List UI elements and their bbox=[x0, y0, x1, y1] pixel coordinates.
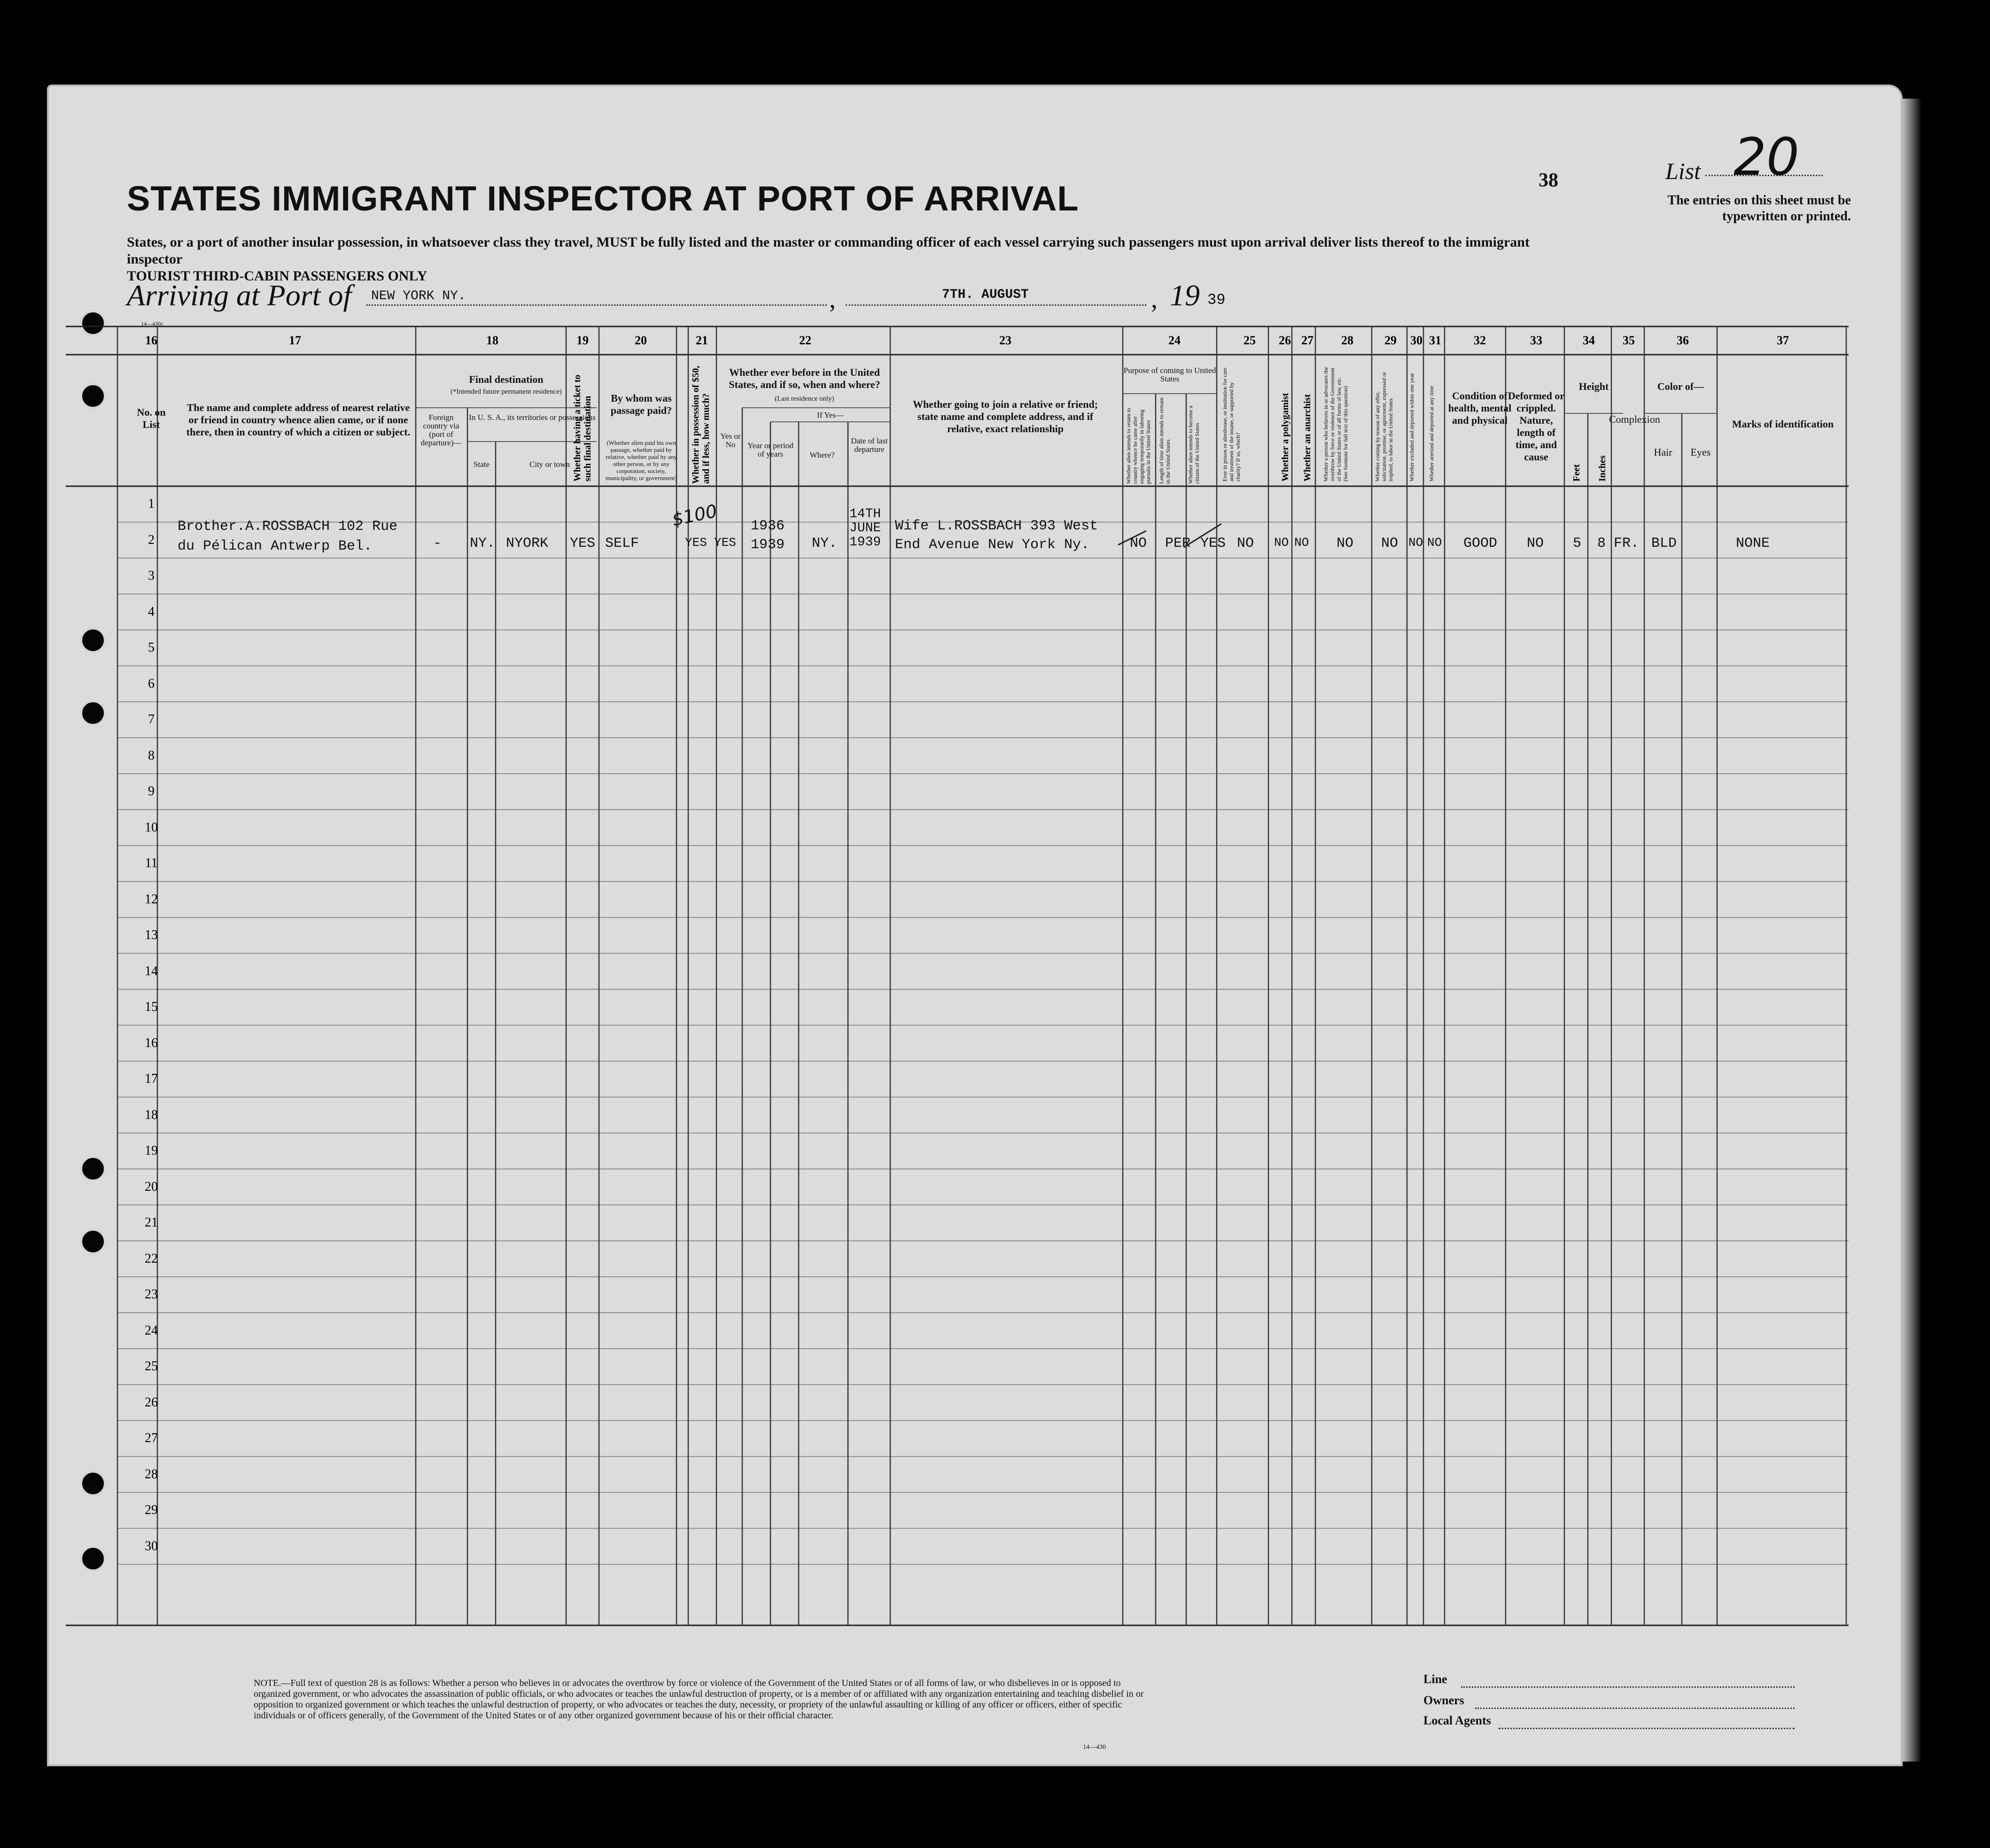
header-offer-of-labor: Whether coming by reason of any offer, solicitation, promise, or agreement, expressed or implied, to labor in the United States bbox=[1374, 372, 1394, 481]
deported-value: NO bbox=[1427, 536, 1442, 550]
excluded-value: NO bbox=[1408, 536, 1423, 550]
row-number: 27 bbox=[145, 1431, 158, 1445]
row-number: 4 bbox=[148, 604, 155, 619]
row-number: 20 bbox=[145, 1179, 158, 1194]
header-if-yes: If Yes— bbox=[817, 411, 844, 419]
header-inches: Inches bbox=[1597, 455, 1608, 481]
column-number: 36 bbox=[1677, 334, 1689, 347]
header-foreign-country: Foreign country via (port of departure)— bbox=[420, 413, 462, 447]
row-number: 2 bbox=[148, 532, 155, 547]
row-number: 21 bbox=[145, 1215, 158, 1230]
page-title: STATES IMMIGRANT INSPECTOR AT PORT OF ARRIVAL bbox=[127, 179, 1079, 218]
years-line-1: 1936 bbox=[751, 518, 785, 534]
header-purpose: Purpose of coming to United States bbox=[1123, 366, 1216, 383]
line-label: Line bbox=[1423, 1672, 1447, 1686]
column-number: 25 bbox=[1244, 334, 1256, 347]
row-number: 13 bbox=[145, 928, 158, 942]
typewritten-instruction: The entries on this sheet must be typewritten or printed. bbox=[1667, 193, 1851, 224]
header-anarchist: Whether an anarchist bbox=[1302, 394, 1313, 481]
header-hair: Hair bbox=[1654, 446, 1672, 458]
comma: , bbox=[829, 285, 836, 314]
footer-form-code: 14—430 bbox=[1083, 1744, 1106, 1751]
list-number: 20 bbox=[1733, 127, 1799, 187]
departure-date-line-3: 1939 bbox=[849, 535, 881, 550]
money-note: $100 bbox=[670, 500, 719, 530]
row-number: 7 bbox=[148, 712, 155, 727]
anarchist-value: NO bbox=[1294, 536, 1309, 550]
column-number: 19 bbox=[576, 334, 589, 347]
column-number: 31 bbox=[1429, 334, 1441, 347]
header-become-citizen: Whether alien intends to become a citizen of the United States bbox=[1187, 405, 1200, 484]
hair-value: BLD bbox=[1651, 536, 1677, 551]
years-line-2: 1939 bbox=[751, 537, 785, 553]
column-number: 30 bbox=[1410, 334, 1423, 347]
year-suffix: 39 bbox=[1207, 291, 1226, 309]
city-value: NYORK bbox=[506, 536, 549, 551]
row-number: 28 bbox=[145, 1467, 158, 1482]
column-number: 23 bbox=[999, 334, 1011, 347]
row-number: 26 bbox=[145, 1395, 158, 1410]
relative-line-2: du Pélican Antwerp Bel. bbox=[178, 538, 373, 554]
column-number: 37 bbox=[1777, 334, 1789, 347]
header-length-of-stay: Length of time alien intends to remain in the United States bbox=[1158, 397, 1171, 484]
header-list-number: No. on List bbox=[137, 406, 166, 430]
row-number: 16 bbox=[145, 1035, 158, 1050]
row-number: 19 bbox=[145, 1143, 158, 1158]
header-polygamist: Whether a polygamist bbox=[1280, 393, 1290, 481]
header-relative: The name and complete address of nearest relative or friend in country whence alien came, or if none there, then in country of which a citizen or subject. bbox=[186, 402, 411, 438]
year-prefix: 19 bbox=[1170, 279, 1200, 312]
relative-line-1: Brother.A.ROSSBACH 102 Rue bbox=[178, 519, 398, 535]
header-yes-or-no: Yes or No bbox=[720, 432, 741, 449]
departure-date-line-1: 14TH bbox=[849, 507, 881, 521]
marks-value: NONE bbox=[1736, 536, 1770, 551]
return-temporarily-value: NO bbox=[1130, 536, 1147, 551]
row-number: 17 bbox=[145, 1072, 158, 1086]
deformed-value: NO bbox=[1527, 536, 1544, 551]
join-line-2: End Avenue New York Ny. bbox=[895, 537, 1090, 553]
line-underline bbox=[1461, 1686, 1795, 1688]
offer-of-labor-value: NO bbox=[1381, 536, 1399, 551]
before-in-us-value: YES bbox=[714, 536, 736, 550]
column-number: 34 bbox=[1583, 334, 1595, 347]
header-fifty-dollars: Whether in possession of $50, and if less, how much? bbox=[691, 365, 711, 484]
row-number: 23 bbox=[145, 1287, 158, 1302]
row-number: 25 bbox=[145, 1359, 158, 1374]
ticket-value: YES bbox=[570, 536, 596, 551]
header-before-in-us: Whether ever before in the United States, and if so, when and where? bbox=[729, 366, 880, 390]
column-number: 28 bbox=[1341, 334, 1353, 347]
header-where: Where? bbox=[809, 450, 835, 459]
column-number: 33 bbox=[1530, 334, 1542, 347]
header-ticket: Whether having a ticket to such final destination bbox=[572, 374, 593, 481]
owners-underline bbox=[1475, 1708, 1795, 1709]
page-number: 38 bbox=[1539, 170, 1558, 191]
state-value: NY. bbox=[470, 536, 496, 551]
row-number: 18 bbox=[145, 1107, 158, 1122]
row-number: 24 bbox=[145, 1323, 158, 1338]
row-number: 30 bbox=[145, 1538, 158, 1553]
arriving-label: Arriving at Port of bbox=[127, 279, 352, 312]
prison-value: NO bbox=[1237, 536, 1254, 551]
row-number: 6 bbox=[148, 676, 155, 691]
header-health: Condition of health, mental and physical bbox=[1448, 390, 1512, 426]
become-citizen-value: YES bbox=[1200, 536, 1226, 551]
complexion-value: FR. bbox=[1614, 536, 1640, 551]
row-number: 8 bbox=[148, 748, 155, 763]
column-number: 16 bbox=[145, 334, 157, 347]
length-of-stay-value: PER bbox=[1165, 536, 1191, 551]
column-number: 22 bbox=[799, 334, 811, 347]
row-number: 10 bbox=[145, 820, 158, 835]
row-number: 11 bbox=[145, 856, 158, 870]
row-number: 14 bbox=[145, 963, 158, 978]
intro-line: States, or a port of another insular possession, in whatsoever class they travel, MUST be fully listed and the master or commanding officer of each vessel carrying such passengers must upon arrival deliver lists thereof to the immigrant inspector bbox=[127, 234, 1530, 267]
column-number: 20 bbox=[635, 334, 647, 347]
row-number: 12 bbox=[145, 892, 158, 907]
list-label: List bbox=[1665, 158, 1701, 184]
row-number: 5 bbox=[148, 640, 155, 655]
header-return-temporarily: Whether alien intends to return to country whence he came after engaging temporarily in laboring pursuits in the United States bbox=[1125, 408, 1151, 484]
row-number: 9 bbox=[148, 784, 155, 799]
agents-label: Local Agents bbox=[1423, 1714, 1491, 1727]
header-state: State bbox=[474, 460, 490, 469]
header-feet: Feet bbox=[1571, 464, 1582, 481]
header-date-departure: Date of last departure bbox=[851, 436, 888, 454]
where-value: NY. bbox=[812, 536, 838, 551]
column-number: 18 bbox=[486, 334, 498, 347]
header-deformed: Deformed or crippled. Nature, length of time, and cause bbox=[1508, 390, 1565, 463]
header-passage-paid-note: (Whether alien paid his own passage, whether paid by relative, whether paid by any other person, or by any corporation, society, municipality, or government) bbox=[606, 439, 677, 481]
port-value: NEW YORK NY. bbox=[371, 289, 466, 303]
form-code: 14—430c bbox=[141, 320, 163, 327]
header-complexion: Complexion bbox=[1609, 413, 1660, 425]
paid-by-value: SELF bbox=[605, 536, 639, 551]
header-prison: Ever in prison or almshouse, or institution for care and treatment of the insane, or supported by charity? If so, which? bbox=[1221, 367, 1241, 481]
departure-date-line-2: JUNE bbox=[849, 521, 881, 536]
advocates-value: NO bbox=[1337, 536, 1354, 551]
possession-value: YES bbox=[685, 536, 707, 550]
header-final-destination-note: (*Intended future permanent residence) bbox=[451, 388, 562, 396]
row-number: 15 bbox=[145, 1000, 158, 1014]
header-color-of: Color of— bbox=[1657, 380, 1704, 392]
comma: , bbox=[1151, 285, 1158, 314]
column-number: 21 bbox=[696, 334, 708, 347]
header-advocates: Whether a person who believes in or advocates the overthrow by force or violence of the Government of the United States or of all forms of law, etc. (See footnote for full text of this question) bbox=[1322, 367, 1349, 481]
join-line-1: Wife L.ROSSBACH 393 West bbox=[895, 518, 1098, 534]
feet-value: 5 bbox=[1573, 536, 1582, 551]
footnote: NOTE.—Full text of question 28 is as follows: Whether a person who believes in or advocates the overthrow by force or violence of the Government of the United States or of all forms of law, or who disbelieves in or is opposed to organized government, or who advocates the assassination of public officials, or who advocates or teaches the unlawful destruction of property, or is a member of or affiliated with any organization entertaining and teaching disbelief in or opposition to organized government or which teaches the unlawful destruction of property, or who advocates or teaches the duty, necessity, or propriety of the unlawful assaulting or killing of any officer or officers, either of specific individuals or of officers generally, of the Government of the United States or of any other organized government because of his or their official character. bbox=[254, 1678, 1144, 1721]
header-height: Height bbox=[1578, 380, 1609, 392]
column-number: 27 bbox=[1301, 334, 1314, 347]
header-marks: Marks of identification bbox=[1732, 418, 1834, 430]
row-number: 22 bbox=[145, 1251, 158, 1266]
column-number: 24 bbox=[1168, 334, 1181, 347]
date-value: 7TH. AUGUST bbox=[942, 287, 1029, 302]
header-city: City or town bbox=[529, 460, 570, 469]
column-number: 26 bbox=[1279, 334, 1291, 347]
row-number: 3 bbox=[148, 568, 155, 583]
header-deported: Whether arrested and deported at any time bbox=[1428, 386, 1435, 481]
column-number: 29 bbox=[1384, 334, 1397, 347]
agents-underline bbox=[1499, 1728, 1795, 1729]
health-value: GOOD bbox=[1463, 536, 1498, 551]
column-number: 35 bbox=[1623, 334, 1635, 347]
header-usa: In U. S. A., its territories or possessions bbox=[469, 413, 596, 422]
polygamist-value: NO bbox=[1274, 536, 1289, 550]
owners-label: Owners bbox=[1423, 1693, 1464, 1707]
class-line: TOURIST THIRD-CABIN PASSENGERS ONLY bbox=[127, 268, 428, 284]
inches-value: 8 bbox=[1597, 536, 1606, 551]
foreign-country-value: - bbox=[433, 536, 442, 551]
header-before-in-us-note: (Last residence only) bbox=[775, 395, 834, 403]
header-eyes: Eyes bbox=[1690, 446, 1711, 458]
header-year: Year or period of years bbox=[747, 441, 793, 458]
header-join-relative: Whether going to join a relative or friend; state name and complete address, and if relative, exact relationship bbox=[912, 398, 1098, 435]
header-final-destination: Final destination bbox=[469, 373, 544, 385]
header-excluded: Whether excluded and deported within one year bbox=[1408, 373, 1415, 481]
column-number: 17 bbox=[289, 334, 301, 347]
row-number: 1 bbox=[148, 497, 155, 511]
row-number: 29 bbox=[145, 1503, 158, 1517]
header-passage-paid: By whom was passage paid? bbox=[610, 392, 672, 416]
column-number: 32 bbox=[1474, 334, 1486, 347]
